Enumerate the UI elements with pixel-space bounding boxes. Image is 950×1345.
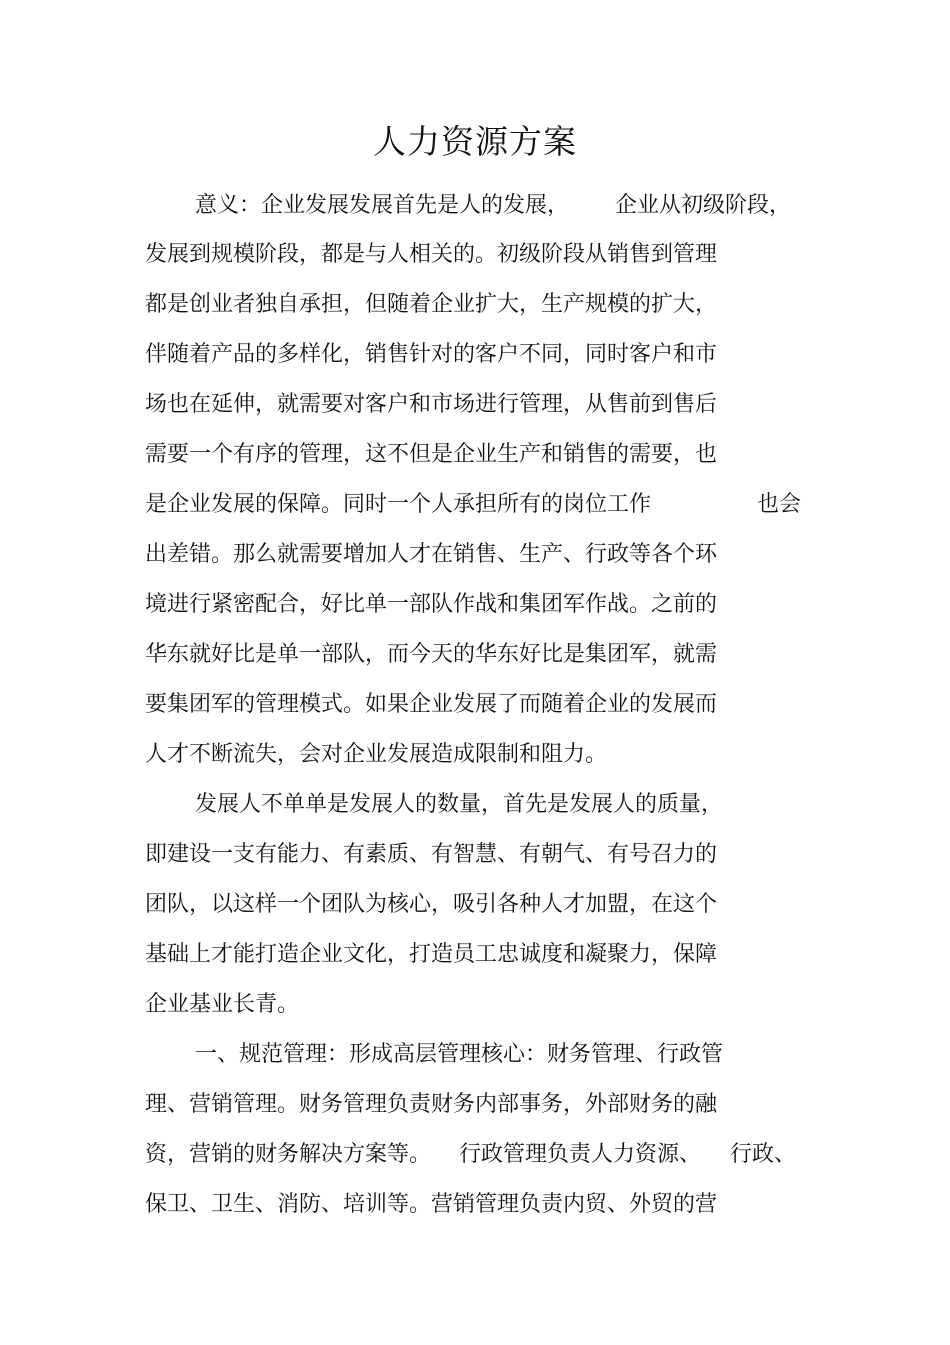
paragraph-2-line-4: 基础上才能打造企业文化，打造员工忠诚度和凝聚力，保障 [145,942,718,967]
paragraph-2-line-2: 即建设一支有能力、有素质、有智慧、有朝气、有号召力的 [145,842,718,867]
paragraph-2-line-1: 发展人不单单是发展人的数量，首先是发展人的质量， [195,792,724,817]
paragraph-1-line-3: 都是创业者独自承担，但随着企业扩大，生产规模的扩大， [145,292,718,317]
paragraph-1-line-12: 人才不断流失，会对企业发展造成限制和阻力。 [145,742,608,767]
paragraph-3-line-4: 保卫、卫生、消防、培训等。营销管理负责内贸、外贸的营 [145,1192,718,1217]
paragraph-3-line-3b: 行政管理负责人力资源、 [459,1142,702,1167]
paragraph-1-line-7a: 是企业发展的保障。同时一个人承担所有的岗位工作 [145,492,652,517]
paragraph-2-line-5: 企业基业长青。 [145,992,300,1017]
paragraph-3-line-2: 理、营销管理。财务管理负责财务内部事务，外部财务的融 [145,1092,718,1117]
paragraph-1-line-8: 出差错。那么就需要增加人才在销售、生产、行政等各个环 [145,542,718,567]
paragraph-1-line-4: 伴随着产品的多样化，销售针对的客户不同，同时客户和市 [145,342,718,367]
paragraph-1-line-9: 境进行紧密配合，好比单一部队作战和集团军作战。之前的 [145,592,718,617]
paragraph-1-line-1b: 企业从初级阶段， [615,193,792,218]
paragraph-1-line-10: 华东就好比是单一部队，而今天的华东好比是集团军，就需 [145,642,718,667]
document-title: 人力资源方案 [373,122,577,161]
paragraph-1-line-11: 要集团军的管理模式。如果企业发展了而随着企业的发展而 [145,692,718,717]
paragraph-2-line-3: 团队，以这样一个团队为核心，吸引各种人才加盟，在这个 [145,892,718,917]
paragraph-3-line-3c: 行政、 [730,1142,797,1167]
paragraph-3-line-1: 一、规范管理：形成高层管理核心：财务管理、行政管 [195,1042,724,1067]
paragraph-1-line-6: 需要一个有序的管理，这不但是企业生产和销售的需要，也 [145,442,718,467]
paragraph-1-line-1a: 意义：企业发展发展首先是人的发展， [195,193,570,218]
paragraph-3-line-3a: 资，营销的财务解决方案等。 [145,1142,432,1167]
paragraph-1-line-5: 场也在延伸，就需要对客户和市场进行管理，从售前到售后 [145,392,718,417]
paragraph-1-line-2: 发展到规模阶段，都是与人相关的。初级阶段从销售到管理 [145,242,718,267]
paragraph-1-line-7b: 也会 [757,492,802,517]
